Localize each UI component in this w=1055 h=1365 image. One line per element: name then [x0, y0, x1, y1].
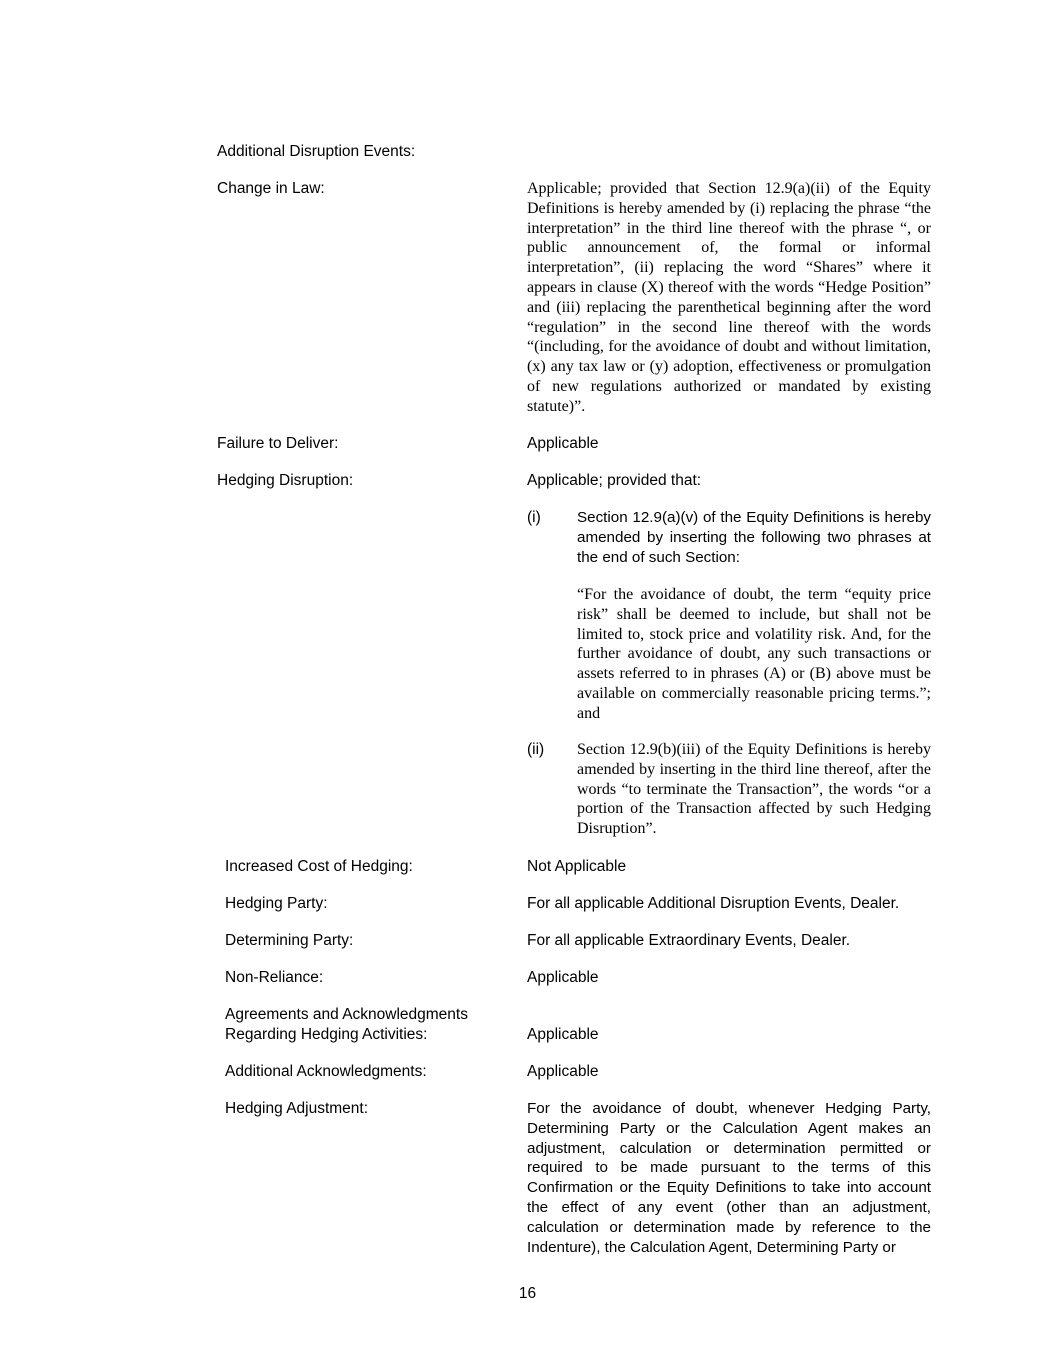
hedging-party-value: For all applicable Additional Disruption Events, Dealer.: [527, 895, 900, 912]
failure-to-deliver-label: Failure to Deliver:: [217, 435, 339, 452]
hedging-disruption-item-marker: (i): [527, 509, 541, 526]
page-number: 16: [518, 1285, 537, 1302]
agreements-hedging-label: Agreements and Acknowledgments Regarding Hedging Activities:: [225, 1006, 468, 1043]
hedging-disruption-item-marker: (ii): [527, 741, 545, 758]
failure-to-deliver-value: Applicable: [527, 435, 599, 452]
determining-party-label: Determining Party:: [225, 932, 354, 949]
additional-acknowledgments-label: Additional Acknowledgments:: [225, 1063, 427, 1080]
hedging-disruption-item-text: Section 12.9(b)(iii) of the Equity Definitions is hereby amended by inserting in the third line thereof, after the words “to terminate the Transaction”, the words “or a portion of the Transaction affected by such Hedging Disruption”.: [577, 741, 931, 838]
agreements-hedging-value: Applicable: [527, 1026, 599, 1043]
hedging-disruption-label: Hedging Disruption:: [217, 472, 354, 489]
hedging-disruption-item-text: Section 12.9(a)(v) of the Equity Definitions is hereby amended by inserting the following two phrases at the end of such Section:: [577, 509, 931, 566]
hedging-disruption-item-quote: “For the avoidance of doubt, the term “equity price risk” shall be deemed to include, but shall not be limited to, stock price and volatility risk. And, for the further avoidance of doubt, any such transactions or assets referred to in phrases (A) or (B) above must be available on commercially reasonable pricing terms.”; and: [577, 586, 931, 722]
hedging-adjustment-value: For the avoidance of doubt, whenever Hedging Party, Determining Party or the Calculation Agent makes an adjustment, calculation or determination permitted or required to be made pursuant to the terms of this Confirmation or the Equity Definitions to take into account the effect of any event (other than an adjustment, calculation or determination made by reference to the Indenture), the Calculation Agent, Determining Party or: [527, 1100, 931, 1256]
section-heading-additional-disruption-events: Additional Disruption Events:: [217, 143, 416, 160]
hedging-adjustment-label: Hedging Adjustment:: [225, 1100, 369, 1117]
increased-cost-of-hedging-label: Increased Cost of Hedging:: [225, 858, 413, 875]
hedging-party-label: Hedging Party:: [225, 895, 328, 912]
non-reliance-value: Applicable: [527, 969, 599, 986]
hedging-disruption-value: Applicable; provided that:: [527, 472, 702, 489]
non-reliance-label: Non-Reliance:: [225, 969, 324, 986]
change-in-law-label: Change in Law:: [217, 180, 325, 197]
additional-acknowledgments-value: Applicable: [527, 1063, 599, 1080]
determining-party-value: For all applicable Extraordinary Events, Dealer.: [527, 932, 851, 949]
change-in-law-value: Applicable; provided that Section 12.9(a)(ii) of the Equity Definitions is hereby amended by (i) replacing the phrase “the interpretation” in the third line thereof with the phrase “, or public announcement of, the formal or informal interpretation”, (ii) replacing the word “Shares” where it appears in clause (X) thereof with the words “Hedge Position” and (iii) replacing the parenthetical beginning after the word “regulation” in the second line thereof with the words “(including, for the avoidance of doubt and without limitation, (x) any tax law or (y) adoption, effectiveness or promulgation of new regulations authorized or mandated by existing statute)”.: [527, 180, 931, 415]
increased-cost-of-hedging-value: Not Applicable: [527, 858, 627, 875]
